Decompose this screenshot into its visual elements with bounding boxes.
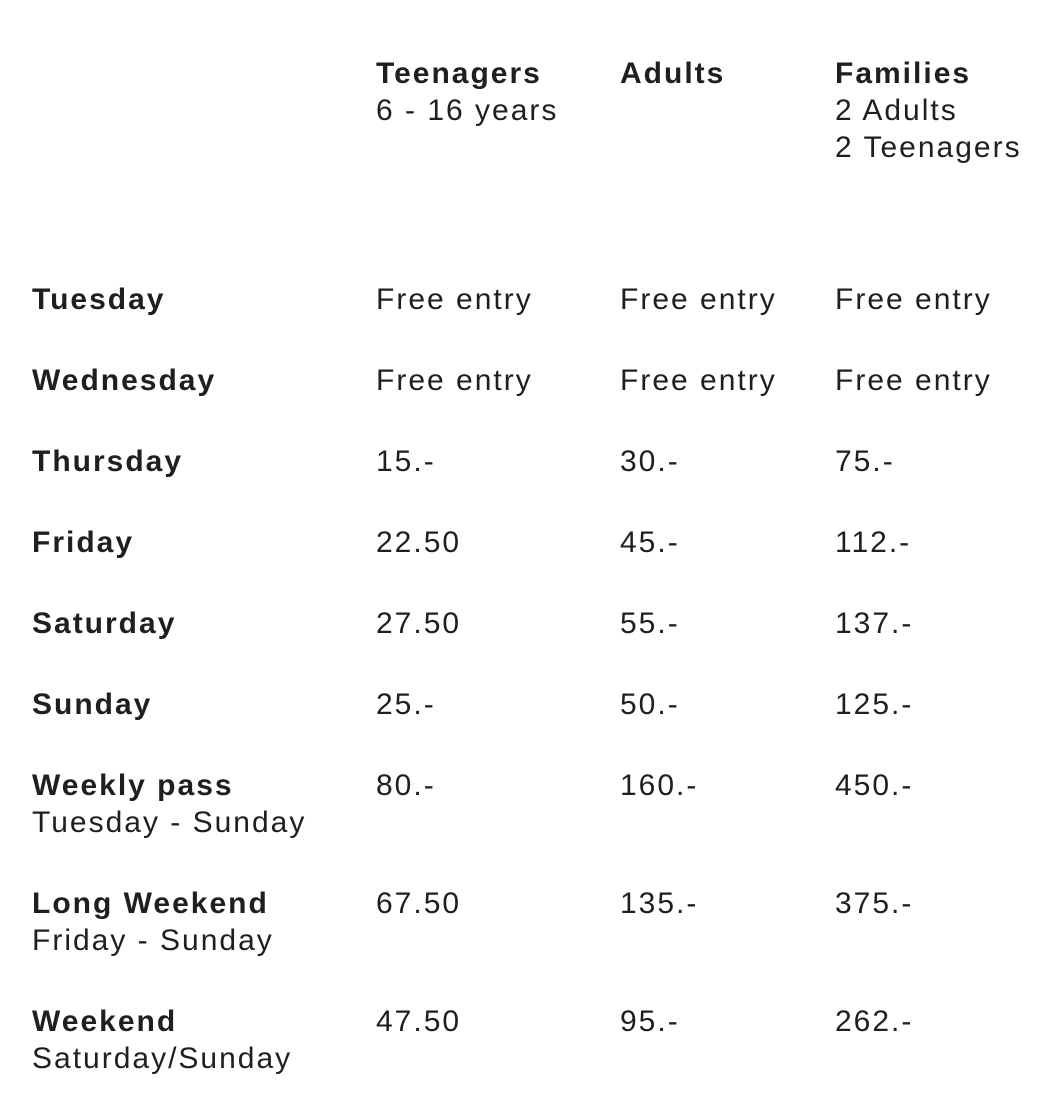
price-cell: 45.- — [620, 526, 680, 559]
row-label-weekend — [32, 1003, 292, 1077]
price-cell: 75.- — [835, 445, 895, 478]
price-cell: 125.- — [835, 688, 914, 721]
column-header-families — [835, 55, 1022, 166]
price-cell: 160.- — [620, 769, 699, 802]
price-cell: Free entry — [835, 283, 992, 316]
price-cell: 15.- — [376, 445, 436, 478]
row-label-weekly-pass — [32, 767, 306, 841]
row-label-title: Weekly pass — [32, 769, 234, 802]
price-cell: Free entry — [376, 364, 533, 397]
row-label-long-weekend — [32, 885, 274, 959]
price-cell: 112.- — [835, 526, 912, 559]
column-title: Teenagers — [376, 57, 542, 90]
price-cell: Free entry — [835, 364, 992, 397]
row-label-tuesday: Tuesday — [32, 283, 166, 316]
price-cell: 135.- — [620, 887, 699, 920]
row-label-subtitle: Saturday/Sunday — [32, 1042, 293, 1075]
row-label-subtitle: Tuesday - Sunday — [32, 806, 307, 839]
price-cell: 80.- — [376, 769, 436, 802]
price-cell: 47.50 — [376, 1005, 462, 1038]
row-label-thursday: Thursday — [32, 445, 184, 478]
price-cell: 27.50 — [376, 607, 462, 640]
price-cell: 262.- — [835, 1005, 914, 1038]
column-subtitle: 6 - 16 years — [376, 94, 559, 127]
price-cell: 95.- — [620, 1005, 680, 1038]
row-label-sunday: Sunday — [32, 688, 153, 721]
column-subtitle: 2 Adults — [835, 94, 958, 127]
column-title: Adults — [620, 57, 726, 90]
price-cell: Free entry — [620, 283, 777, 316]
price-cell: 22.50 — [376, 526, 462, 559]
price-cell: 375.- — [835, 887, 914, 920]
row-label-title: Long Weekend — [32, 887, 269, 920]
price-cell: 137.- — [835, 607, 914, 640]
price-cell: 50.- — [620, 688, 680, 721]
column-header-adults — [620, 55, 725, 92]
row-label-saturday: Saturday — [32, 607, 177, 640]
price-cell: Free entry — [620, 364, 777, 397]
row-label-friday: Friday — [32, 526, 135, 559]
price-cell: 25.- — [376, 688, 436, 721]
row-label-subtitle: Friday - Sunday — [32, 924, 274, 957]
row-label-title: Weekend — [32, 1005, 178, 1038]
price-cell: 30.- — [620, 445, 680, 478]
price-cell: 55.- — [620, 607, 680, 640]
column-header-teenagers — [376, 55, 558, 129]
price-cell: 67.50 — [376, 887, 462, 920]
column-title: Families — [835, 57, 972, 90]
column-subtitle: 2 Teenagers — [835, 131, 1022, 164]
price-cell: Free entry — [376, 283, 533, 316]
row-label-wednesday: Wednesday — [32, 364, 217, 397]
price-cell: 450.- — [835, 769, 914, 802]
